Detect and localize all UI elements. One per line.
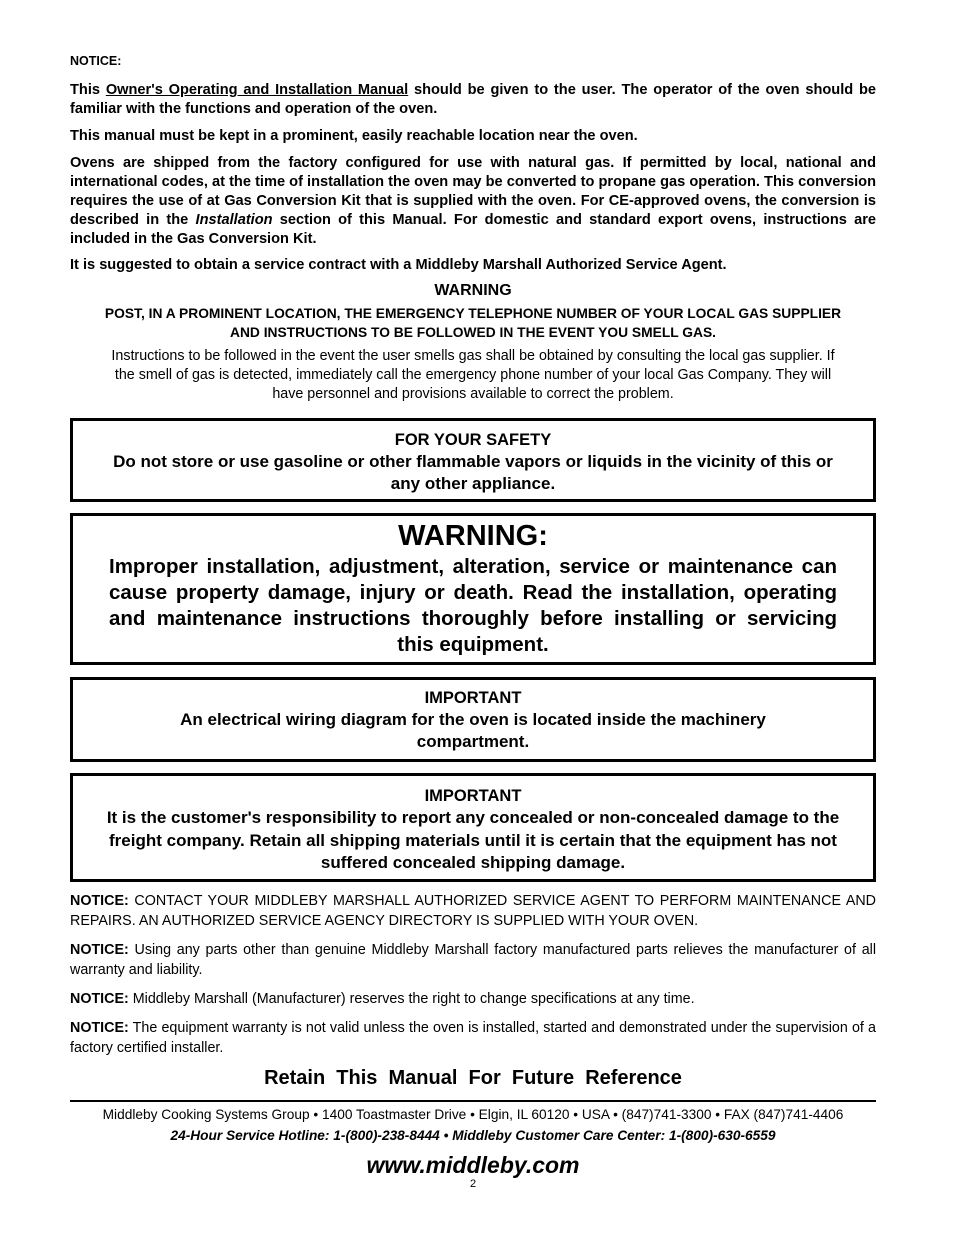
safety-box: [70, 418, 876, 502]
notice-text: CONTACT YOUR MIDDLEBY MARSHALL AUTHORIZED SERVICE AGENT TO PERFORM MAINTENANCE AND REPAIRS. AN AUTHORIZED SERVICE AGENCY DIRECTORY IS SUPPLIED WITH YOUR OVEN.: [70, 893, 876, 929]
important1-body: An electrical wiring diagram for the oven is located inside the machinery compartment.: [180, 710, 766, 751]
gas-warning-body: Instructions to be followed in the event the user smells gas shall be obtained by consulting the local gas supplier. If the smell of gas is detected, immediately call the emergency phone number of your local Gas Company. They will have personnel and provisions available to correct the problem.: [111, 348, 835, 402]
owner-manual-paragraph: [70, 81, 876, 119]
notice-label: NOTICE:: [70, 893, 129, 909]
footer-address: Middleby Cooking Systems Group • 1400 Toastmaster Drive • Elgin, IL 60120 • USA • (847)741-3300 • FAX (847)741-4406: [102, 1107, 844, 1122]
keep-manual-paragraph: This manual must be kept in a prominent, easily reachable location near the oven.: [70, 128, 638, 144]
notice-maintenance: [70, 892, 876, 931]
retain-manual-heading: Retain This Manual For Future Reference: [264, 1067, 682, 1089]
notice-text: Middleby Marshall (Manufacturer) reserves the right to change specifications at any time.: [128, 991, 695, 1007]
gas-warning-title: WARNING: [434, 282, 512, 299]
gas-conversion-paragraph: [70, 154, 876, 249]
notice-specifications: [70, 990, 876, 1010]
footer-divider: [70, 1100, 876, 1102]
notice-parts: [70, 941, 876, 980]
page-number: 2: [469, 1178, 477, 1190]
notice-heading: NOTICE:: [70, 54, 122, 68]
warning-title: WARNING:: [398, 520, 548, 552]
notice-label: NOTICE:: [70, 1020, 129, 1036]
footer-hotline: 24-Hour Service Hotline: 1-(800)-238-8444 • Middleby Customer Care Center: 1-(800)-630-6559: [170, 1128, 776, 1143]
para1-pre: This: [70, 82, 106, 98]
notice-text: The equipment warranty is not valid unless the oven is installed, started and demonstrated under the supervision of a factory certified installer.: [70, 1020, 876, 1056]
service-contract-paragraph: It is suggested to obtain a service contract with a Middleby Marshall Authorized Service Agent.: [70, 257, 727, 273]
para3-post: section of this Manual. For domestic and standard export ovens, instructions are included in the Gas Conversion Kit.: [70, 212, 876, 247]
warning-body: Improper installation, adjustment, alteration, service or maintenance can cause property damage, injury or death. Read the installation, operating and maintenance instructions thoroughly before installing or servicing this equipment.: [109, 555, 837, 656]
important-box-freight: [70, 773, 876, 882]
important2-body: It is the customer's responsibility to report any concealed or non-concealed damage to the freight company. Retain all shipping materials until it is certain that the equipment has not suffered concealed shipping damage.: [106, 808, 840, 872]
important2-title: IMPORTANT: [424, 787, 522, 805]
para3-pre: Ovens are shipped from the factory configured for use with natural gas. If permitted by local, national and international codes, at the time of installation the oven may be converted to propane gas operation. This conversion requires the use of at Gas Conversion Kit that is supplied with the oven. For CE-approved ovens, the conversion is described in the: [70, 155, 876, 228]
warning-box: [70, 513, 876, 665]
para1-post: should be given to the user. The operator of the oven should be familiar with the functions and operation of the oven.: [70, 82, 877, 117]
safety-title: FOR YOUR SAFETY: [394, 431, 552, 449]
safety-body: Do not store or use gasoline or other flammable vapors or liquids in the vicinity of this or any other appliance.: [113, 452, 833, 493]
website-link[interactable]: www.middleby.com: [366, 1152, 580, 1178]
important1-title: IMPORTANT: [424, 689, 522, 707]
important-box-wiring: [70, 677, 876, 762]
gas-warning-caps: POST, IN A PROMINENT LOCATION, THE EMERGENCY TELEPHONE NUMBER OF YOUR LOCAL GAS SUPPLIER AND INSTRUCTIONS TO BE FOLLOWED IN THE EVENT YOU SMELL GAS.: [104, 306, 842, 340]
notice-label: NOTICE:: [70, 942, 129, 958]
manual-title: Owner's Operating and Installation Manual: [105, 82, 409, 98]
notice-warranty: [70, 1019, 876, 1058]
notice-text: Using any parts other than genuine Middleby Marshall factory manufactured parts relieves the manufacturer of all warranty and liability.: [70, 942, 876, 978]
notice-label: NOTICE:: [70, 991, 129, 1007]
installation-italic: Installation: [195, 212, 273, 228]
